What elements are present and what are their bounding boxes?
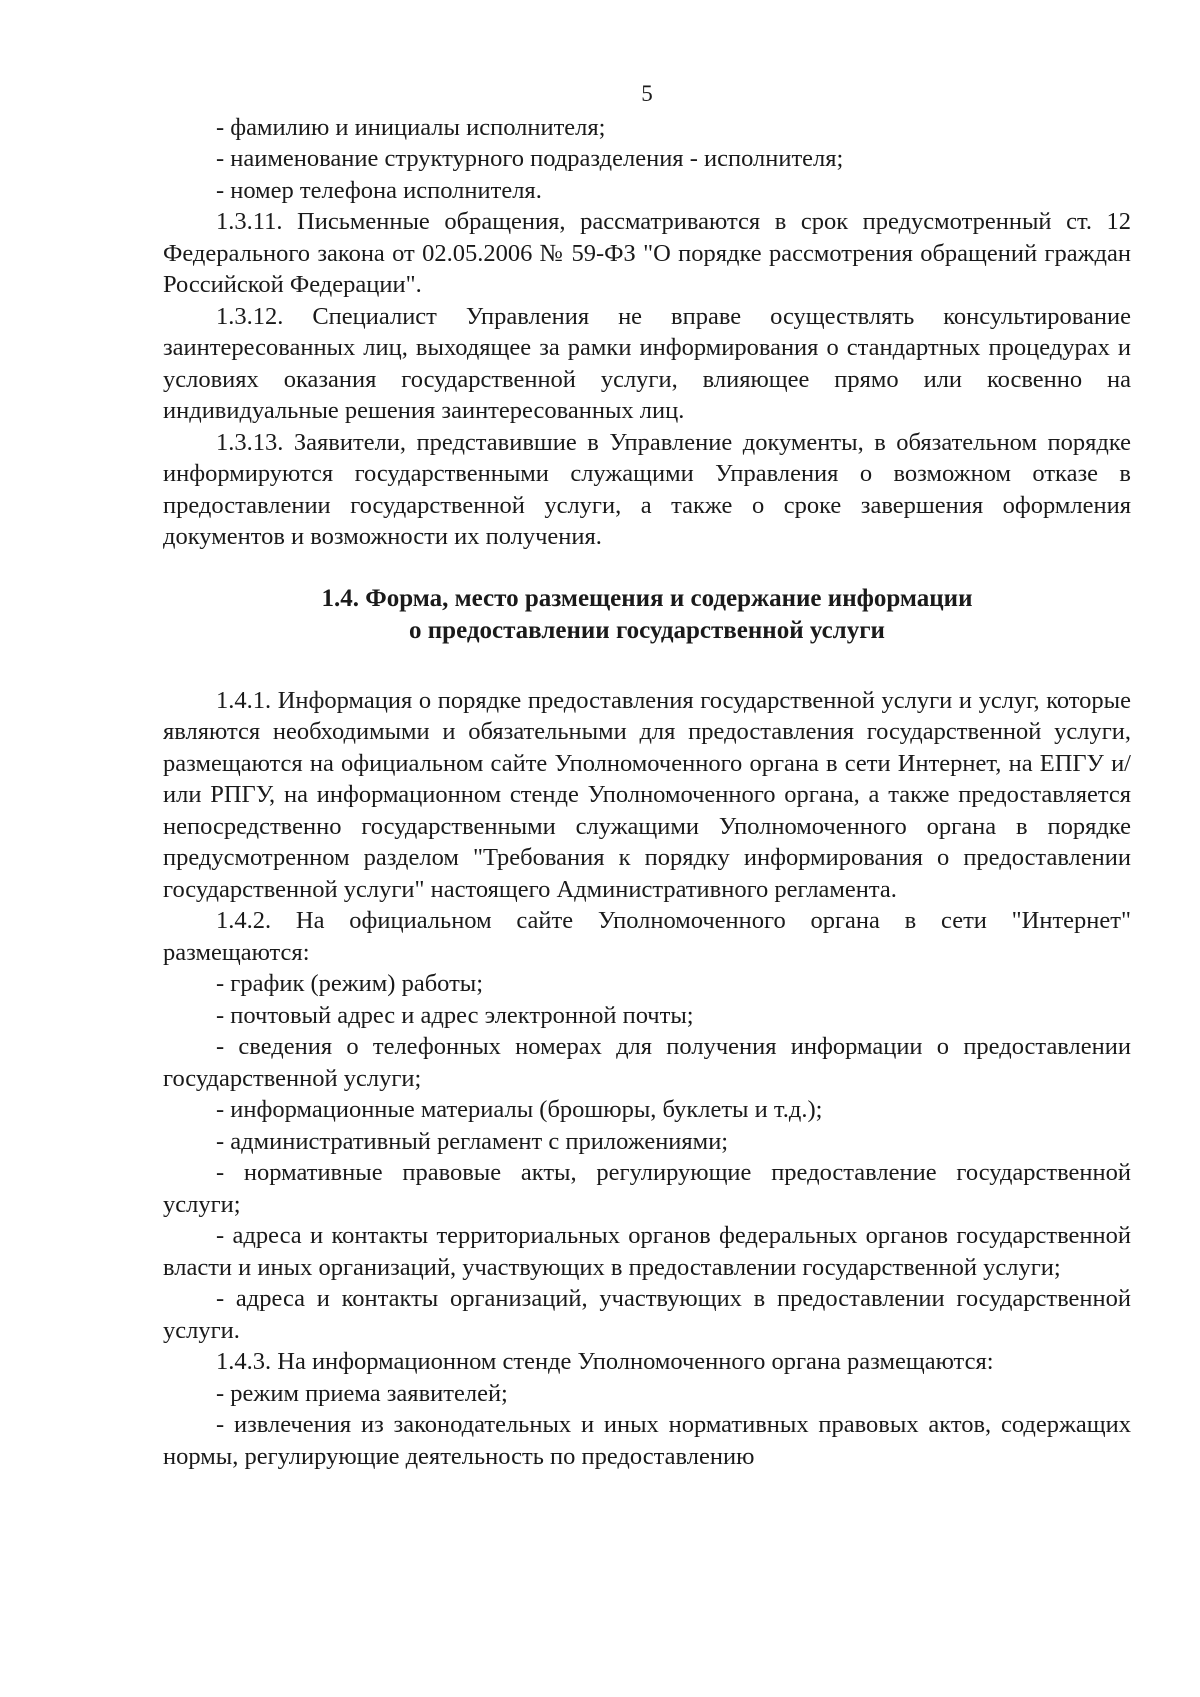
paragraph-1-3-11: 1.3.11. Письменные обращения, рассматриваются в срок предусмотренный ст. 12 Федерального закона от 02.05.2006 № 59-ФЗ "О порядке рассмотрения обращений граждан Российской Федерации". xyxy=(163,208,1131,298)
paragraph: - наименование структурного подразделения - исполнителя; xyxy=(216,145,844,172)
list-item: - адреса и контакты территориальных органов федеральных органов государственной власти и иных организаций, участвующих в предоставлении государственной услуги; xyxy=(163,1222,1131,1281)
list-item: - информационные материалы (брошюры, буклеты и т.д.); xyxy=(216,1096,823,1123)
list-item: - административный регламент с приложениями; xyxy=(216,1127,729,1155)
paragraph: - номер телефона исполнителя. xyxy=(216,176,542,204)
page-number: 5 xyxy=(641,81,653,106)
section-heading-line-1: 1.4. Форма, место размещения и содержание информации xyxy=(321,584,973,612)
paragraph: - фамилию и инициалы исполнителя; xyxy=(216,113,606,141)
document-page xyxy=(163,78,1131,1472)
section-heading xyxy=(163,583,1131,647)
list-item: - режим приема заявителей; xyxy=(216,1379,508,1407)
paragraph-1-3-12: 1.3.12. Специалист Управления не вправе осуществлять консультирование заинтересованных лиц, выходящее за рамки информирования о стандартных процедурах и условиях оказания государственной услуги, влияющее прямо или косвенно на индивидуальные решения заинтересованных лиц. xyxy=(163,302,1131,424)
list-item: - нормативные правовые акты, регулирующие предоставление государственной услуги; xyxy=(163,1159,1131,1218)
section-heading-line-2: о предоставлении государственной услуги xyxy=(409,616,885,644)
list-item: - извлечения из законодательных и иных нормативных правовых актов, содержащих нормы, регулирующие деятельность по предоставлению xyxy=(163,1411,1131,1470)
list-item: - почтовый адрес и адрес электронной почты; xyxy=(216,1001,694,1029)
list-item: - сведения о телефонных номерах для получения информации о предоставлении государственной услуги; xyxy=(163,1033,1131,1092)
paragraph-1-4-1: 1.4.1. Информация о порядке предоставления государственной услуги и услуг, которые являются необходимыми и обязательными для предоставления государственной услуги, размещаются на официальном сайте Уполномоченного органа в сети Интернет, на ЕПГУ и/или РПГУ, на информационном стенде Уполномоченного органа, а также предоставляется непосредственно государственными служащими Уполномоченного органа в порядке предусмотренном разделом "Требования к порядку информирования о предоставлении государственной услуги" настоящего Административного регламента. xyxy=(163,686,1131,903)
list-item: - адреса и контакты организаций, участвующих в предоставлении государственной услуги. xyxy=(163,1285,1131,1344)
paragraph-1-3-13: 1.3.13. Заявители, представившие в Управление документы, в обязательном порядке информируются государственными служащими Управления о возможном отказе в предоставлении государственной услуги, а также о сроке завершения оформления документов и возможности их получения. xyxy=(163,428,1131,550)
paragraph-1-4-2: 1.4.2. На официальном сайте Уполномоченного органа в сети "Интернет" размещаются: xyxy=(163,907,1131,966)
list-item: - график (режим) работы; xyxy=(216,970,484,997)
paragraph-1-4-3: 1.4.3. На информационном стенде Уполномоченного органа размещаются: xyxy=(216,1348,994,1375)
